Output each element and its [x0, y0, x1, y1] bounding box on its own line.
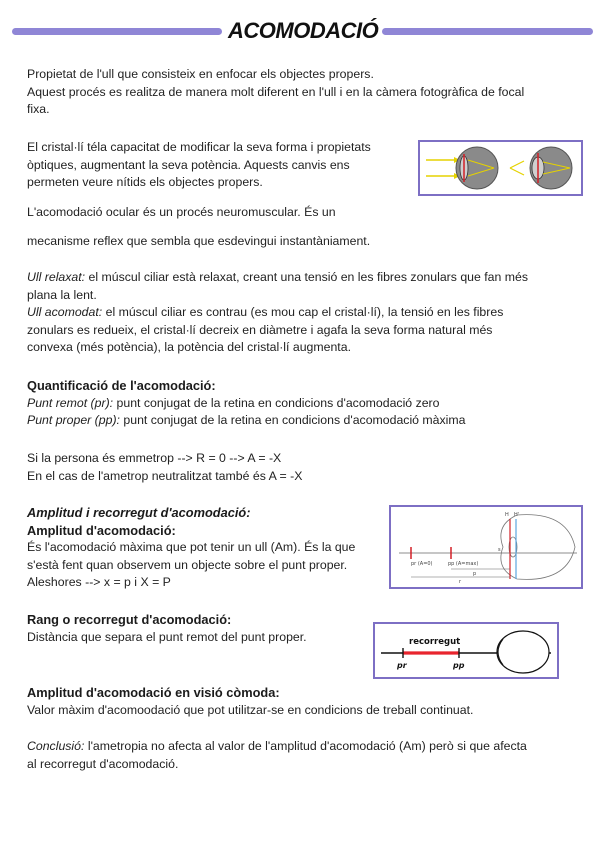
- conclusion-text-1: l'ametropia no afecta al valor de l'amplitud d'acomodació (Am) però si que afecta: [84, 739, 527, 753]
- conclusion-line-1: [27, 738, 587, 756]
- range-diagram-svg: [375, 624, 557, 677]
- conclusion-term: Conclusió:: [27, 739, 85, 753]
- crystal-paragraph: [27, 139, 412, 192]
- amp-label-p: p: [473, 571, 477, 577]
- accommodated-line-2: zonulars es redueix, el cristal·lí decreix en diàmetre i agafa la seva forma natural més: [27, 322, 493, 337]
- range-section: [27, 611, 367, 646]
- intro-line-1: Propietat de l'ull que consisteix en enfocar els objectes propers.: [27, 67, 374, 81]
- pp-term: Punt proper (pp):: [27, 413, 120, 427]
- pr-definition: [27, 395, 587, 413]
- page-title: ACOMODACIÓ: [228, 18, 379, 43]
- intro-line-2: Aquest procés es realitza de manera molt diferent en l'ull i en la càmera fotogràfica de focal: [27, 84, 525, 99]
- intro-line-3: fixa.: [27, 102, 50, 116]
- amp-label-h: H: [505, 512, 509, 518]
- title-bar-right: [382, 28, 593, 35]
- crystal-line-2: òptiques, augmentant la seva potència. Aquests canvis ens: [27, 157, 350, 172]
- amplitude-line-3: Aleshores --> x = p i X = P: [27, 575, 171, 589]
- quantification-heading: Quantificació de l'acomodació:: [27, 378, 216, 393]
- conclusion-section: [27, 738, 587, 773]
- amplitude-diagram: [389, 505, 583, 589]
- amplitude-heading: Amplitud d'acomodació:: [27, 522, 176, 538]
- emmetrope-section: [27, 450, 587, 485]
- amp-label-r: r: [459, 579, 462, 585]
- amplitude-line-2: s'està fent quan observem un objecte sobre el punt proper.: [27, 557, 348, 572]
- crystal-line-1: El cristal·lí téla capacitat de modificar la seva forma i propietats: [27, 140, 371, 154]
- pp-text: punt conjugat de la retina en condicions d'acomodació màxima: [119, 413, 466, 427]
- range-heading: Rang o recorregut d'acomodació:: [27, 612, 232, 627]
- comfort-section: [27, 684, 587, 719]
- crystal-line-3: permeten veure nítids els objectes propers.: [27, 175, 263, 189]
- neuro-line-1: L'acomodació ocular és un procés neuromuscular. És un: [27, 205, 336, 219]
- comfort-heading: Amplitud d'acomodació en visió còmoda:: [27, 685, 280, 700]
- range-label-recorregut: recorregut: [409, 637, 461, 647]
- relaxed-eye: [426, 147, 498, 189]
- relaxed-line-2: plana la lent.: [27, 287, 97, 302]
- intro-paragraph: [27, 66, 577, 119]
- eye-accommodation-figure: [418, 140, 583, 196]
- accommodated-term: Ull acomodat:: [27, 305, 103, 319]
- amplitude-section: [27, 504, 387, 592]
- accommodated-eye: [510, 147, 572, 189]
- relaxed-line-1: [27, 269, 587, 287]
- range-text: Distància que separa el punt remot del punt proper.: [27, 629, 307, 644]
- comfort-text: Valor màxim d'acomoodació que pot utilitzar-se en condicions de treball continuat.: [27, 702, 474, 717]
- range-label-pr: pr: [397, 661, 407, 670]
- title-bar-left: [12, 28, 222, 35]
- pr-term: Punt remot (pr):: [27, 395, 114, 410]
- amplitude-diagram-svg: [391, 507, 581, 587]
- quantification-section: [27, 377, 587, 430]
- amp-label-pr: pr (A=0): [411, 561, 433, 567]
- amp-label-s: s: [498, 547, 501, 553]
- amp-label-pp: pp (A=max): [448, 561, 479, 567]
- relaxed-text-1: el múscul ciliar està relaxat, creant una tensió en les fibres zonulars que fan més: [85, 270, 529, 284]
- eye-states-paragraph: [27, 269, 587, 357]
- eye-accommodation-illustration: [420, 142, 581, 194]
- range-diagram: [373, 622, 559, 679]
- accommodated-line-1: [27, 304, 587, 322]
- relaxed-term: Ull relaxat:: [27, 270, 86, 284]
- emmetrope-line-2: En el cas de l'ametrop neutralitzat també és A = -X: [27, 468, 303, 483]
- emmetrope-line-1: Si la persona és emmetrop --> R = 0 --> A = -X: [27, 451, 282, 465]
- neuro-line-2: mecanisme reflex que sembla que esdevingui instantàniament.: [27, 234, 371, 248]
- accommodated-line-3: convexa (més potència), la potència del cristal·lí augmenta.: [27, 340, 351, 354]
- amplitude-section-title: Amplitud i recorregut d'acomodació:: [27, 505, 251, 520]
- pp-definition: [27, 412, 587, 430]
- accommodated-text-1: el múscul ciliar es contrau (es mou cap el cristal·lí), la tensió en les fibres: [102, 305, 504, 319]
- range-label-pp: pp: [453, 661, 465, 670]
- amplitude-line-1: És l'acomodació màxima que pot tenir un ull (Am). És la que: [27, 540, 356, 554]
- pr-text: punt conjugat de la retina en condicions d'acomodació zero: [113, 395, 440, 410]
- amp-label-h2: H': [514, 512, 520, 518]
- conclusion-line-2: al recorregut d'acomodació.: [27, 756, 179, 771]
